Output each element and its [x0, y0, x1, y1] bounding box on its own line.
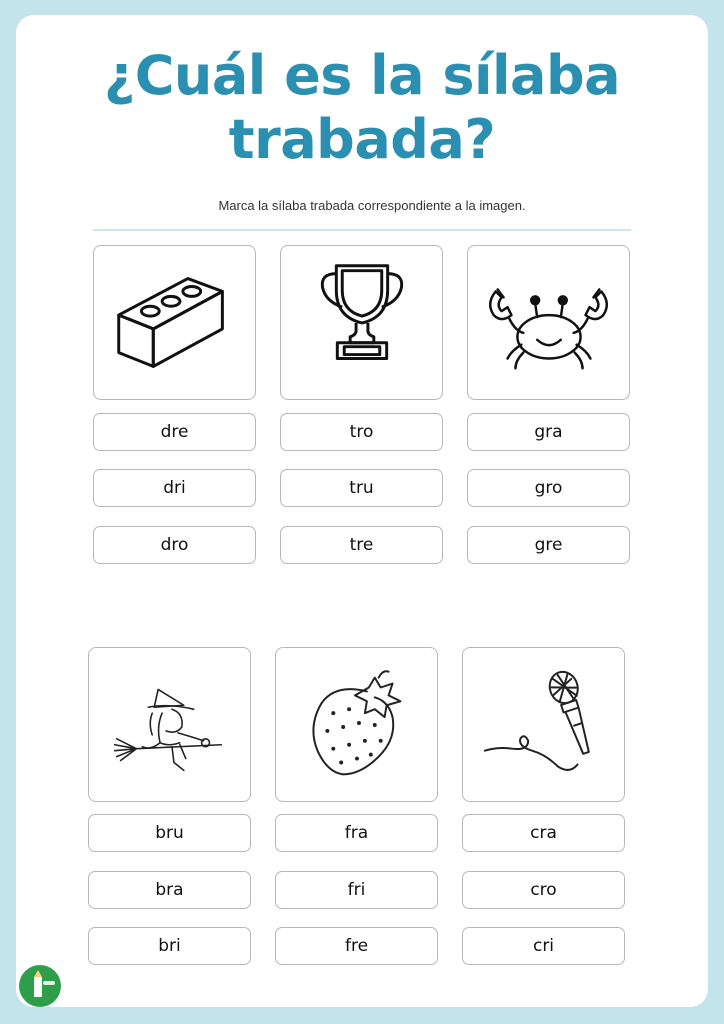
microphone-icon	[463, 648, 624, 801]
ex5-option-1[interactable]: fra	[275, 814, 438, 852]
ex3-option-2[interactable]: gro	[467, 469, 630, 507]
ex2-option-2[interactable]: tru	[280, 469, 443, 507]
ex6-option-3[interactable]: cri	[462, 927, 625, 965]
exercise-5-image-card	[275, 647, 438, 802]
instruction-text: Marca la sílaba trabada correspondiente a la imagen.	[218, 198, 526, 213]
ex5-option-2[interactable]: fri	[275, 871, 438, 909]
ex2-option-1[interactable]: tro	[280, 413, 443, 451]
page-title	[0, 44, 724, 172]
strawberry-icon	[276, 648, 437, 801]
crab-icon	[468, 246, 629, 399]
ex4-option-3[interactable]: bri	[88, 927, 251, 965]
brand-logo-icon	[19, 965, 61, 1007]
trophy-icon	[281, 246, 442, 399]
exercise-3-image-card	[467, 245, 630, 400]
ex3-option-1[interactable]: gra	[467, 413, 630, 451]
title-line-2: trabada?	[228, 108, 496, 171]
ex4-option-2[interactable]: bra	[88, 871, 251, 909]
ex2-option-3[interactable]: tre	[280, 526, 443, 564]
title-line-1: ¿Cuál es la sílaba	[103, 44, 621, 107]
exercise-4-image-card	[88, 647, 251, 802]
brick-icon	[94, 246, 255, 399]
exercise-1-image-card	[93, 245, 256, 400]
ex1-option-2[interactable]: dri	[93, 469, 256, 507]
ex1-option-1[interactable]: dre	[93, 413, 256, 451]
ex4-option-1[interactable]: bru	[88, 814, 251, 852]
exercise-2-image-card	[280, 245, 443, 400]
ex6-option-2[interactable]: cro	[462, 871, 625, 909]
ex1-option-3[interactable]: dro	[93, 526, 256, 564]
ex3-option-3[interactable]: gre	[467, 526, 630, 564]
ex5-option-3[interactable]: fre	[275, 927, 438, 965]
ex6-option-1[interactable]: cra	[462, 814, 625, 852]
divider	[93, 229, 631, 231]
exercise-6-image-card	[462, 647, 625, 802]
witch-on-broom-icon	[89, 648, 250, 801]
